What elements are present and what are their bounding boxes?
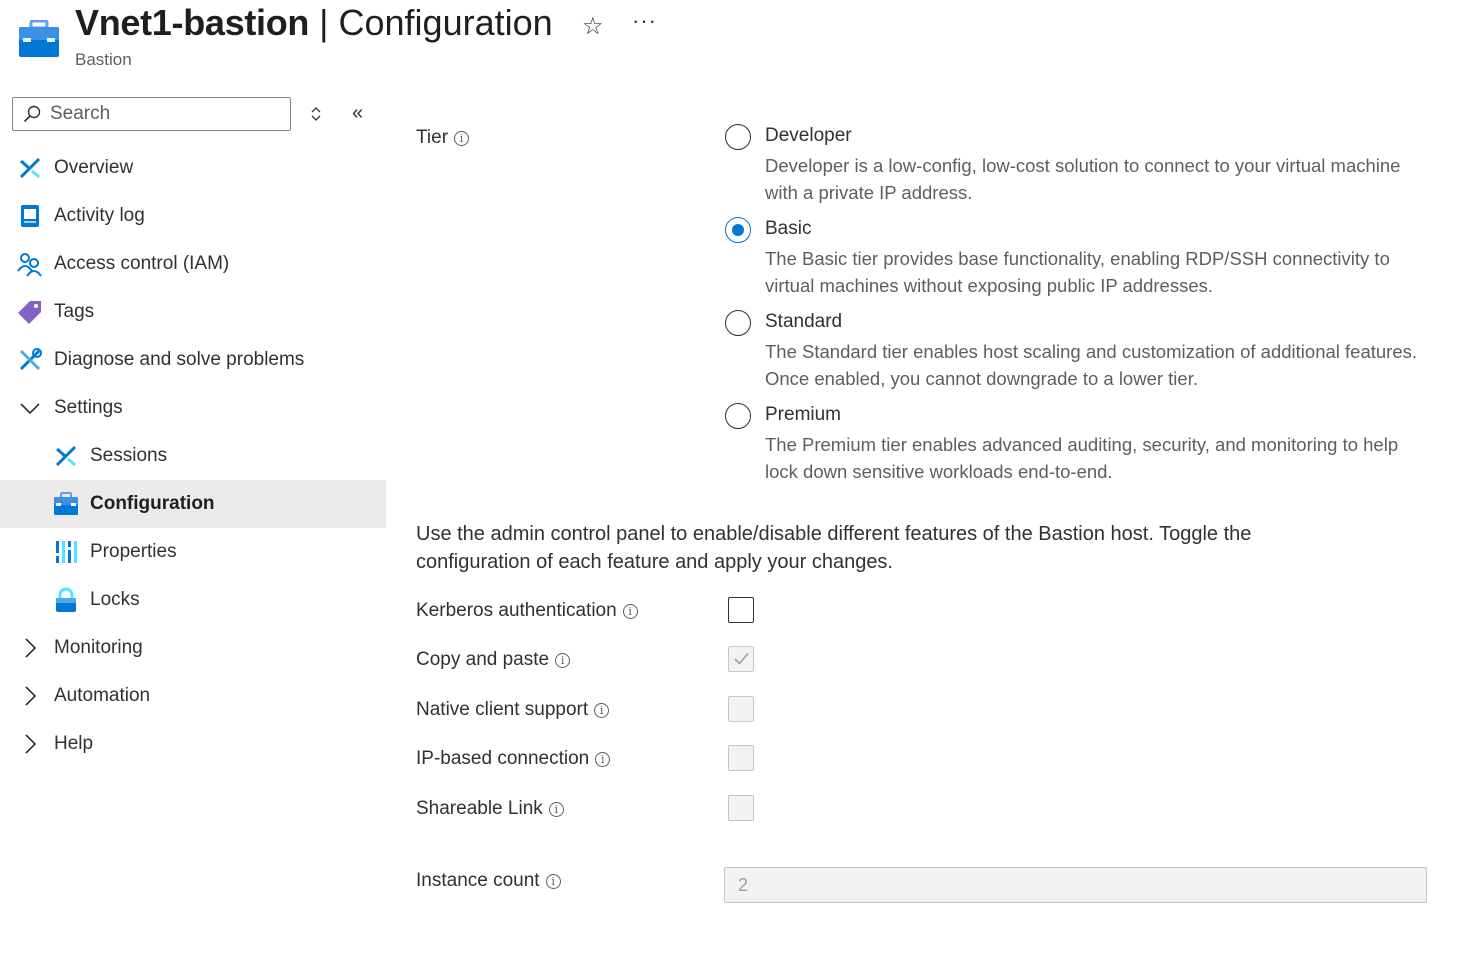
- chevron-right-icon: [17, 683, 43, 709]
- sidebar-item-label: Tags: [54, 301, 95, 322]
- feature-label-text: IP-based connection: [416, 748, 590, 769]
- sidebar-group-settings[interactable]: [0, 384, 386, 432]
- info-icon[interactable]: i: [549, 802, 564, 817]
- info-icon[interactable]: i: [594, 703, 609, 718]
- search-box[interactable]: [12, 97, 291, 131]
- info-icon[interactable]: i: [546, 874, 561, 889]
- sidebar-item-label: Settings: [54, 397, 123, 418]
- feature-label-text: Shareable Link: [416, 798, 543, 819]
- tier-name: Developer: [765, 125, 852, 146]
- radio-standard[interactable]: [725, 310, 751, 336]
- ellipsis-icon[interactable]: ···: [632, 8, 657, 33]
- feature-label-kerberos: [416, 600, 638, 622]
- page-title: [75, 2, 553, 44]
- feature-label-ip-connection: [416, 748, 610, 770]
- tier-label-text: Tier: [416, 127, 449, 148]
- sidebar-item-label: Locks: [90, 589, 140, 610]
- instance-count-label: [416, 870, 561, 892]
- tier-name: Standard: [765, 311, 843, 332]
- info-icon[interactable]: i: [623, 604, 638, 619]
- feature-label-native-client: [416, 699, 609, 721]
- sidebar-group-monitoring[interactable]: [0, 624, 386, 672]
- bastion-overview-icon: [17, 155, 43, 181]
- tier-name: Basic: [765, 218, 812, 239]
- feature-label-copy-paste: [416, 649, 570, 671]
- sidebar-item-diagnose[interactable]: [0, 336, 386, 384]
- lock-icon: [53, 587, 79, 613]
- radio-basic[interactable]: [725, 217, 751, 243]
- title-separator: |: [319, 2, 329, 43]
- sidebar-item-properties[interactable]: [0, 528, 386, 576]
- checkmark-icon: [733, 650, 750, 667]
- feature-label-text: Native client support: [416, 699, 589, 720]
- copy-paste-checkbox[interactable]: [728, 646, 754, 672]
- info-icon[interactable]: i: [454, 131, 469, 146]
- sidebar-item-label: Automation: [54, 685, 151, 706]
- sidebar-item-label: Monitoring: [54, 637, 143, 658]
- tier-description: The Premium tier enables advanced auditing, security, and monitoring to help lock down sensitive workloads end-to-end.: [765, 434, 1399, 482]
- page-header: [0, 0, 1471, 90]
- resource-type: Bastion: [75, 50, 132, 69]
- iam-people-icon: [17, 251, 43, 277]
- briefcase-icon: [18, 20, 60, 58]
- sidebar-group-help[interactable]: [0, 720, 386, 768]
- native-client-checkbox[interactable]: [728, 696, 754, 722]
- sidebar-item-label: Properties: [90, 541, 177, 562]
- chevron-right-icon: [17, 731, 43, 757]
- tier-description: The Basic tier provides base functionality, enabling RDP/SSH connectivity to virtual machines without exposing public IP addresses.: [765, 248, 1390, 296]
- properties-bars-icon: [53, 539, 79, 565]
- chevron-down-icon: [17, 395, 43, 421]
- briefcase-icon: [53, 491, 79, 517]
- search-icon: [23, 105, 41, 123]
- sidebar-item-label: Activity log: [54, 205, 145, 226]
- sidebar-item-label: Configuration: [90, 493, 215, 514]
- sidebar-item-label: Overview: [54, 157, 134, 178]
- shareable-link-checkbox[interactable]: [728, 795, 754, 821]
- sidebar-item-locks[interactable]: [0, 576, 386, 624]
- tier-description: Developer is a low-config, low-cost solution to connect to your virtual machine with a private IP address.: [765, 155, 1401, 203]
- feature-label-shareable-link: [416, 798, 564, 820]
- search-input[interactable]: [48, 102, 272, 126]
- sidebar-item-label: Diagnose and solve problems: [54, 349, 305, 370]
- wrench-icon: [17, 347, 43, 373]
- ip-connection-checkbox[interactable]: [728, 745, 754, 771]
- tier-description: The Standard tier enables host scaling and customization of additional features. Once enabled, you cannot downgrade to a lower tier.: [765, 341, 1418, 389]
- page-name: Configuration: [338, 2, 553, 43]
- sort-updown-icon[interactable]: [309, 105, 323, 128]
- tier-label: [416, 127, 469, 149]
- sidebar-group-automation[interactable]: [0, 672, 386, 720]
- sidebar-item-label: Sessions: [90, 445, 168, 466]
- tier-name: Premium: [765, 404, 842, 425]
- sessions-icon: [53, 443, 79, 469]
- activity-log-icon: [17, 203, 43, 229]
- sidebar-item-sessions[interactable]: [0, 432, 386, 480]
- sidebar-item-activity-log[interactable]: [0, 192, 386, 240]
- sidebar-item-tags[interactable]: [0, 288, 386, 336]
- kerberos-checkbox[interactable]: [728, 597, 754, 623]
- tag-icon: [17, 299, 43, 325]
- info-icon[interactable]: i: [595, 752, 610, 767]
- feature-label-text: Copy and paste: [416, 649, 550, 670]
- resource-name: Vnet1-bastion: [75, 2, 310, 43]
- star-outline-icon[interactable]: ☆: [582, 13, 604, 40]
- sidebar-item-configuration[interactable]: [0, 480, 386, 528]
- instance-count-label-text: Instance count: [416, 870, 540, 891]
- configuration-form: [386, 96, 1471, 957]
- admin-panel-intro: Use the admin control panel to enable/disable different features of the Bastion host. Toggle the configuration of each feature and apply your changes.: [416, 523, 1252, 573]
- sidebar-item-iam[interactable]: [0, 240, 386, 288]
- radio-developer[interactable]: [725, 124, 751, 150]
- chevron-right-icon: [17, 635, 43, 661]
- feature-label-text: Kerberos authentication: [416, 600, 617, 621]
- sidebar-item-label: Access control (IAM): [54, 253, 230, 274]
- info-icon[interactable]: i: [555, 653, 570, 668]
- sidebar-item-overview[interactable]: [0, 144, 386, 192]
- resource-menu: [0, 96, 386, 957]
- instance-count-input[interactable]: 2: [724, 867, 1427, 903]
- radio-premium[interactable]: [725, 403, 751, 429]
- collapse-menu-icon[interactable]: «: [352, 102, 364, 124]
- sidebar-item-label: Help: [54, 733, 94, 754]
